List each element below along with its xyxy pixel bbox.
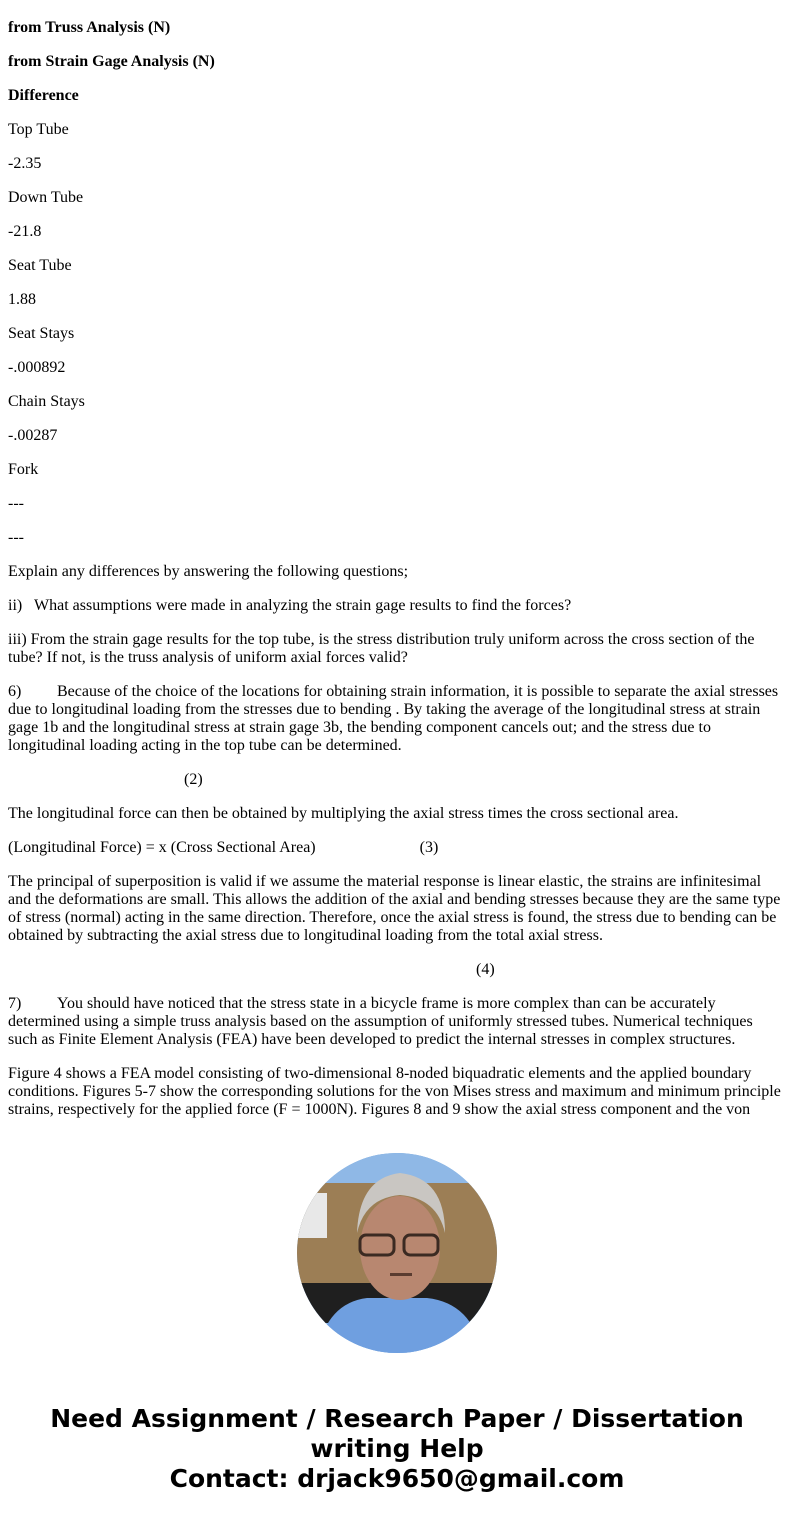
promo-contact: Contact: drjack9650@gmail.com — [169, 1464, 625, 1493]
step-7-paragraph — [8, 995, 782, 1049]
table-cell-member: Down Tube — [8, 189, 84, 206]
step-6-paragraph — [8, 683, 782, 755]
table-cell-member: Top Tube — [8, 121, 69, 138]
table-cell-value: -.00287 — [8, 427, 58, 444]
promo-banner — [0, 1404, 794, 1494]
equation-4-label: (4) — [476, 961, 495, 978]
table-cell-value: 1.88 — [8, 291, 36, 308]
step-text: You should have noticed that the stress state in a bicycle frame is more complex than can be accurately determined using a simple truss analysis based on the assumption of uniformly stressed tubes. Numerical techniques such as Finite Element Analysis (FEA) have been developed to predict the internal stresses in complex structures. — [8, 995, 753, 1048]
equation-2-label: (2) — [184, 771, 203, 788]
table-cell-member: Seat Stays — [8, 325, 75, 342]
table-cell-member: Fork — [8, 461, 39, 478]
promo-headline: Need Assignment / Research Paper / Dissertation writing Help — [50, 1404, 744, 1463]
explain-paragraph: Explain any differences by answering the following questions; — [8, 563, 409, 580]
question-text: What assumptions were made in analyzing the strain gage results to find the forces? — [34, 597, 572, 614]
document-body — [8, 19, 782, 1135]
step-number: 7) — [8, 995, 22, 1012]
equation-3-label: (3) — [419, 839, 439, 856]
author-avatar — [297, 1153, 497, 1353]
portrait-image — [297, 1153, 497, 1353]
equation-3-text: (Longitudinal Force) = x (Cross Sectional Area) — [8, 839, 316, 856]
table-cell-member: Chain Stays — [8, 393, 85, 410]
table-cell-value: -21.8 — [8, 223, 42, 240]
figure-paragraph: Figure 4 shows a FEA model consisting of two-dimensional 8-noded biquadratic elements and the applied boundary conditions. Figures 5-7 show the corresponding solutions for the von Mises stress and maximum and minimum principle strains, respectively for the applied force (F = 1000N). Figures 8 and 9 show the axial stress component and the von — [8, 1065, 781, 1118]
table-header: Difference — [8, 87, 79, 104]
table-cell-value: -2.35 — [8, 155, 42, 172]
table-cell-value: -.000892 — [8, 359, 66, 376]
step-number: 6) — [8, 683, 22, 700]
table-cell-member: Seat Tube — [8, 257, 72, 274]
table-cell-value: --- — [8, 495, 24, 512]
question-number: ii) — [8, 597, 23, 614]
question-iii: iii) From the strain gage results for the top tube, is the stress distribution truly uniform across the cross section of the tube? If not, is the truss analysis of uniform axial forces valid? — [8, 631, 755, 666]
step-text: Because of the choice of the locations for obtaining strain information, it is possible to separate the axial stresses due to longitudinal loading from the stresses due to bending . By taking the average of the longitudinal stress at strain gage 1b and the longitudinal stress at strain gage 3b, the bending component cancels out; and the stress due to longitudinal loading acting in the top tube can be determined. — [8, 683, 779, 754]
table-cell-value: --- — [8, 529, 24, 546]
equation-3 — [8, 839, 782, 857]
table-header: from Strain Gage Analysis (N) — [8, 53, 215, 70]
superposition-paragraph: The principal of superposition is valid if we assume the material response is linear elastic, the strains are infinitesimal and the deformations are small. This allows the addition of the axial and bending stresses because they are the same type of stress (normal) acting in the same direction. Therefore, once the axial stress is found, the stress due to bending can be obtained by subtracting the axial stress due to longitudinal loading from the total axial stress. — [8, 873, 781, 944]
table-header: from Truss Analysis (N) — [8, 19, 171, 36]
question-ii — [8, 597, 782, 615]
force-paragraph: The longitudinal force can then be obtained by multiplying the axial stress times the cross sectional area. — [8, 805, 679, 822]
